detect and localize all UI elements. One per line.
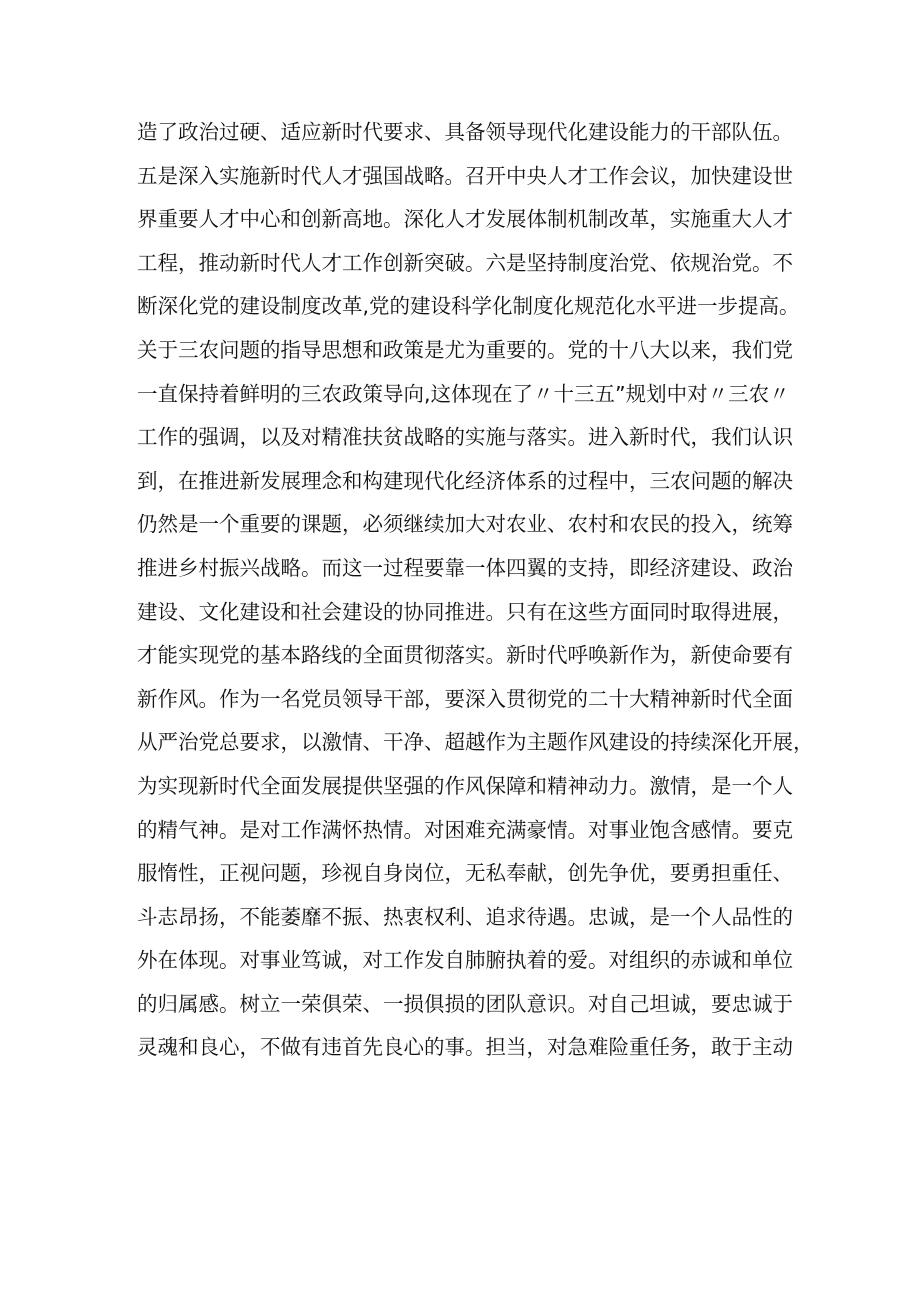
text-line-3: 界重要人才中心和创新高地。深化人才发展体制机制改革，实施重大人才 <box>137 207 793 232</box>
text-line-12: 建设、文化建设和社会建设的协同推进。只有在这些方面同时取得进展， <box>137 599 793 624</box>
text-line-1: 造了政治过硬、适应新时代要求、具备领导现代化建设能力的干部队伍。 <box>137 120 793 144</box>
text-line-13: 才能实现党的基本路线的全面贯彻落实。新时代呼唤新作为，新使命要有 <box>137 643 793 668</box>
text-line-8: 工作的强调，以及对精准扶贫战略的实施与落实。进入新时代，我们认识 <box>137 425 793 450</box>
text-line-11: 推进乡村振兴战略。而这一过程要靠一体四翼的支持，即经济建设、政治 <box>137 555 793 580</box>
text-line-10: 仍然是一个重要的课题，必须继续加大对农业、农村和农民的投入，统筹 <box>137 512 793 537</box>
text-line-6: 关于三农问题的指导思想和政策是尤为重要的。党的十八大以来，我们党 <box>137 337 793 362</box>
text-line-20: 外在体现。对事业笃诚，对工作发自肺腑执着的爱。对组织的赤诚和单位 <box>137 948 793 973</box>
text-line-4: 工程，推动新时代人才工作创新突破。六是坚持制度治党、依规治党。不 <box>137 250 793 275</box>
text-line-14: 新作风。作为一名党员领导干部，要深入贯彻党的二十大精神新时代全面 <box>137 686 793 711</box>
text-line-2: 五是深入实施新时代人才强国战略。召开中央人才工作会议，加快建设世 <box>137 163 793 188</box>
text-line-17: 的精气神。是对工作满怀热情。对困难充满豪情。对事业饱含感情。要克 <box>137 817 793 842</box>
text-line-18: 服惰性，正视问题，珍视自身岗位，无私奉献，创先争优，要勇担重任、 <box>137 861 793 886</box>
body-text <box>137 111 814 1070</box>
text-line-9: 到，在推进新发展理念和构建现代化经济体系的过程中，三农问题的解决 <box>137 468 793 493</box>
text-line-7: 一直保持着鲜明的三农政策导向,这体现在了〃十三五”规划中对〃三农〃 <box>137 381 790 406</box>
text-line-16: 为实现新时代全面发展提供坚强的作风保障和精神动力。激情，是一个人 <box>137 773 793 798</box>
text-line-19: 斗志昂扬，不能萎靡不振、热衷权利、追求待遇。忠诚，是一个人品性的 <box>137 904 793 929</box>
text-line-22: 灵魂和良心，不做有违首先良心的事。担当，对急难险重任务，敢于主动 <box>137 1035 793 1060</box>
text-line-15: 从严治党总要求，以激情、干净、超越作为主题作风建设的持续深化开展， <box>137 730 814 755</box>
text-line-21: 的归属感。树立一荣俱荣、一损俱损的团队意识。对自己坦诚，要忠诚于 <box>137 991 793 1016</box>
text-line-5: 断深化党的建设制度改革,党的建设科学化制度化规范化水平进一步提高。 <box>137 294 800 319</box>
